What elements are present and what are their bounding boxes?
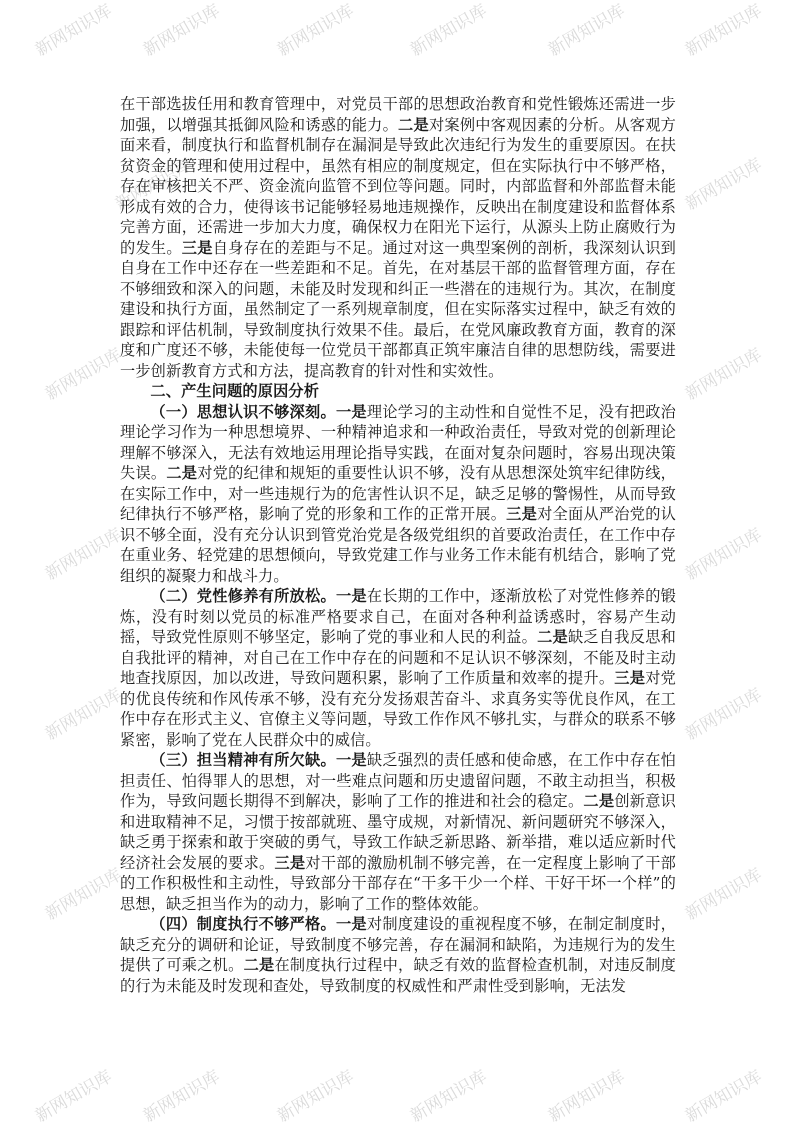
text-run: 自身存在的差距与不足。通过对这一典型案例的剖析，我深刻认识到自身在工作中还存在一些差距和不足。首先，在对基层干部的监督管理方面，存在不够细致和深入的问题，未能及时发现和纠正一些潜在的违规行为。其次，在制度建设和执行方面，虽然制定了一系列规章制度，但在实际落实过程中，缺乏有效的跟踪和评估机制，导致制度执行效果不佳。最后，在党风廉政教育方面，教育的深度和广度还不够，未能使每一位党员干部都真正筑牢廉洁自律的思想防线，需要进一步创新教育方式和方法，提高教育的针对性和实效性。 [120, 238, 676, 380]
bold-run: （三）担当精神有所欠缺。一是 [150, 751, 367, 769]
text-run: 创新意识和进取精神不足，习惯于按部就班、墨守成规，对新情况、新问题研究不够深入，缺乏勇于探索和敢于突破的勇气，导致工作缺乏新思路、新举措，难以适应新时代经济社会发展的要求。 [120, 792, 676, 872]
bold-run: 二、产生问题的原因分析 [150, 382, 320, 400]
text-run: 对案例中客观因素的分析。从客观方面来看，制度执行和监督机制存在漏洞是导致此次违纪行为发生的重要原因。在扶贫资金的管理和使用过程中，虽然有相应的制度规定，但在实际执行中不够严格，存在审核把关不严、资金流向监管不到位等问题。同时，内部监督和外部监督未能形成有效的合力，使得该书记能够轻易地违规操作，反映出在制度建设和监督体系完善方面，还需进一步加大力度，确保权力在阳光下运行，从源头上防止腐败行为的发生。 [120, 115, 676, 257]
text-run: 对党的纪律和规矩的重要性认识不够，没有从思想深处筑牢纪律防线，在实际工作中，对一些违规行为的危害性认识不足，缺乏足够的警惕性，从而导致纪律执行不够严格，影响了党的形象和工作的正常开展。 [120, 464, 676, 523]
body-paragraph [120, 402, 676, 587]
text-run: 对制度建设的重视程度不够，在制定制度时，缺乏充分的调研和论证，导致制度不够完善，存在漏洞和缺陷，为违规行为的发生提供了可乘之机。 [120, 915, 676, 974]
bold-run: （二）党性修养有所放松。一是 [150, 587, 367, 605]
watermark-text: 新网知识库 [41, 524, 126, 585]
bold-run: 三是 [506, 505, 538, 523]
text-run: 在长期的工作中，逐渐放松了对党性修养的锻炼，没有时刻以党员的标准严格要求自己，在面对各种利益诱惑时，容易产生动摇，导致党性原则不够坚定，影响了党的事业和人民的利益。 [120, 587, 676, 646]
watermark-text: 新网知识库 [681, 154, 766, 215]
text-run: 缺乏强烈的责任感和使命感，在工作中存在怕担责任、怕得罪人的思想，对一些难点问题和历史遗留问题，不敢主动担当，积极作为，导致问题长期得不到解决，影响了工作的推进和社会的稳定。 [120, 751, 676, 810]
section-heading [120, 381, 676, 402]
watermark-text: 新网知识库 [681, 684, 766, 745]
watermark-text: 新网知识库 [41, 864, 126, 925]
watermark-text: 新网知识库 [406, 0, 491, 61]
text-run: 理论学习的主动性和自觉性不足，没有把政治理论学习作为一种思想境界、一种精神追求和一种政治责任，导致对党的创新理论理解不够深入，无法有效地运用理论指导实践，在面对复杂问题时，容易出现决策失误。 [120, 402, 676, 482]
watermark-text: 新网知识库 [273, 0, 358, 61]
bold-run: （一）思想认识不够深刻。一是 [150, 402, 367, 421]
text-run: 对干部的激励机制不够完善，在一定程度上影响了干部的工作积极性和主动性，导致部分干部存在“干多干少一个样、干好干坏一个样”的思想，缺乏担当作为的动力，影响了工作的整体效能。 [120, 853, 676, 913]
text-run: 缺乏自我反思和自我批评的精神，对自己在工作中存在的问题和不足认识不够深刻，不能及时主动地查找原因，加以改进，导致问题积累，影响了工作质量和效率的提升。 [120, 628, 676, 687]
watermark-text: 新网知识库 [31, 1066, 116, 1127]
watermark-text: 新网知识库 [31, 0, 116, 61]
body-paragraph [120, 750, 676, 914]
bold-run: 二是 [398, 115, 429, 134]
watermark-text: 新网知识库 [681, 864, 766, 925]
watermark-text: 新网知识库 [139, 1066, 224, 1127]
body-paragraph [120, 914, 676, 996]
text-run: 在干部选拔任用和教育管理中，对党员干部的思想政治教育和党性锻炼还需进一步加强，以增强其抵御风险和诱惑的能力。 [120, 95, 676, 134]
watermark-text: 新网知识库 [544, 0, 629, 61]
body-paragraph [120, 586, 676, 750]
bold-run: （四）制度执行不够严格。一是 [150, 915, 367, 933]
bold-run: 二是 [537, 628, 568, 646]
watermark-text: 新网知识库 [41, 684, 126, 745]
watermark-text: 新网知识库 [273, 1066, 358, 1127]
text-run: 在制度执行过程中，缺乏有效的监督检查机制，对违反制度的行为未能及时发现和查处，导致制度的权威性和严肃性受到影响，无法发 [120, 956, 676, 995]
watermark-text: 新网知识库 [406, 1066, 491, 1127]
bold-run: 二是 [243, 956, 275, 974]
text-run: 对党的优良传统和作风传承不够，没有充分发扬艰苦奋斗、求真务实等优良作风，在工作中存在形式主义、官僚主义等问题，导致工作作风不够扎实，与群众的联系不够紧密，影响了党在人民群众中的威信。 [120, 669, 676, 749]
watermark-text: 新网知识库 [681, 0, 766, 61]
watermark-text: 新网知识库 [544, 1066, 629, 1127]
bold-run: 三是 [181, 238, 213, 257]
watermark-text: 新网知识库 [111, 154, 196, 215]
bold-run: 二是 [583, 792, 615, 810]
watermark-text: 新网知识库 [139, 0, 224, 61]
watermark-text: 新网知识库 [681, 344, 766, 405]
bold-run: 三是 [614, 669, 646, 687]
document-body [120, 94, 676, 996]
watermark-text: 新网知识库 [681, 1066, 766, 1127]
watermark-text: 新网知识库 [681, 524, 766, 585]
bold-run: 三是 [274, 853, 306, 872]
bold-run: 二是 [166, 464, 198, 482]
text-run: 对全面从严治党的认识不够全面，没有充分认识到管党治党是各级党组织的首要政治责任，在工作中存在重业务、轻党建的思想倾向，导致党建工作与业务工作未能有机结合，影响了党组织的凝聚力和战斗力。 [120, 505, 676, 585]
watermark-text: 新网知识库 [41, 344, 126, 405]
body-paragraph [120, 94, 676, 381]
